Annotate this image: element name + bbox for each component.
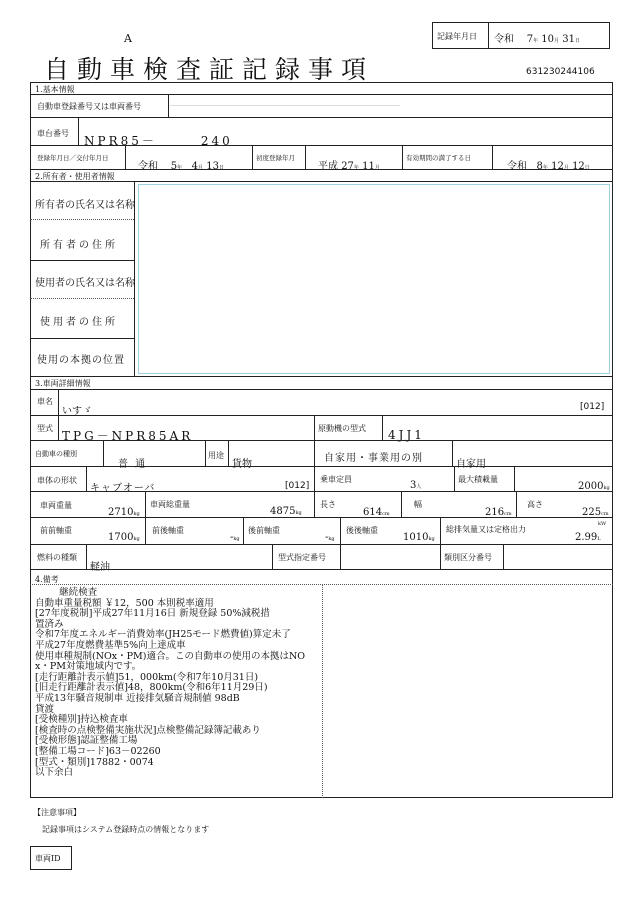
ff-axle-value: 1700kg xyxy=(108,532,140,543)
maker-value: いすゞ xyxy=(62,406,92,417)
business-value: 自家用 xyxy=(456,459,486,470)
model-value: TPG－NPR85AR xyxy=(62,429,194,443)
remarks-line: [受検種別]持込検査車 xyxy=(35,714,128,726)
section-vehicle-title: 3.車両詳細情報 xyxy=(35,379,91,388)
rr-axle-label: 後後軸重 xyxy=(346,526,378,535)
remarks-line: x・PM対策地域内です。 xyxy=(35,661,142,673)
remarks-line: 自動車重量税額 ￥12，500 本則税率適用 xyxy=(35,597,214,609)
kw-unit: kW xyxy=(598,521,607,527)
displacement-value: 2.99L xyxy=(575,532,601,543)
owner-name-label: 所有者の氏名又は名称 xyxy=(35,200,135,211)
remarks-line: [受検形態]認証整備工場 xyxy=(35,735,138,747)
expiry-label: 有効期間の満了する日 xyxy=(406,154,471,162)
gross-weight-label: 車両総重量 xyxy=(150,500,190,509)
remarks-line: 令和7年度エネルギー消費効率(JH25モード燃費値)算定未了 xyxy=(35,629,291,641)
issue-date-label: 登録年月日／交付年月日 xyxy=(37,154,109,162)
displacement-label: 総排気量又は定格出力 xyxy=(446,525,526,534)
notes-text: 記録事項はシステム登録時点の情報となります xyxy=(42,825,210,834)
chassis-number: NPR85－ 240 xyxy=(84,134,233,148)
remarks-line: 平成27年度燃費基準5%向上達成車 xyxy=(35,639,186,651)
category-label: 自動車の種別 xyxy=(35,450,77,458)
class-label: 類別区分番号 xyxy=(444,553,492,562)
remarks-line: 置済み xyxy=(35,618,64,630)
width-value: 216cm xyxy=(485,507,512,518)
ff-axle-label: 前前軸重 xyxy=(40,526,72,535)
body-code: [012] xyxy=(285,481,310,491)
rr-axle-value: 1010kg xyxy=(403,532,435,543)
user-name-label: 使用者の氏名又は名称 xyxy=(35,278,135,289)
remarks-line: 以下余白 xyxy=(35,767,74,779)
vehicle-id-label: 車両ID xyxy=(35,854,61,863)
weight-label: 車両重量 xyxy=(40,501,72,510)
height-value: 225cm xyxy=(582,507,609,518)
fr-axle-label: 前後軸重 xyxy=(152,526,184,535)
weight-value: 2710kg xyxy=(108,507,140,518)
business-label: 自家用・事業用の別 xyxy=(324,453,423,464)
section-remarks-title: 4.備考 xyxy=(35,575,59,584)
rf-axle-value: -kg xyxy=(325,532,335,543)
record-date-label: 記録年月日 xyxy=(437,32,477,41)
remarks-line: [型式・類別]17882・0074 xyxy=(35,756,154,768)
length-value: 614cm xyxy=(363,507,390,518)
type-designation-label: 型式指定番号 xyxy=(278,553,326,562)
expiry-value: 令和 8年 12月 12日 xyxy=(507,161,590,172)
remarks-line: 平成13年騒音規制車 近接排気騒音規制値 98dB xyxy=(35,692,240,704)
width-label: 幅 xyxy=(414,500,422,509)
section-basic-title: 1.基本情報 xyxy=(35,85,75,94)
category-value: 普 通 xyxy=(118,459,148,470)
gross-weight-value: 4875kg xyxy=(270,506,302,517)
section-owner-title: 2.所有者・使用者情報 xyxy=(35,172,115,181)
remarks-line: 使用車種規制(NOx・PM)適合。この自動車の使用の本拠はNO xyxy=(35,650,306,662)
issue-date-value: 令和 5年 4月 13日 xyxy=(138,161,224,172)
use-value: 貨物 xyxy=(232,459,252,470)
fuel-label: 燃料の種類 xyxy=(37,553,77,562)
owner-address-label: 所有者の住所 xyxy=(40,240,118,251)
rf-axle-label: 後前軸重 xyxy=(248,526,280,535)
remarks-line: 貸渡 xyxy=(35,703,55,715)
maker-label: 車名 xyxy=(37,397,53,406)
body-label: 車体の形状 xyxy=(37,476,77,485)
fr-axle-value: -kg xyxy=(230,532,240,543)
max-load-label: 最大積載量 xyxy=(458,475,498,484)
fuel-value: 軽油 xyxy=(90,562,110,573)
base-location-label: 使用の本拠の位置 xyxy=(37,355,125,366)
remarks-line: [走行距離計表示値]51，000km(令和7年10月31日) xyxy=(35,671,259,683)
owner-info-redacted xyxy=(138,184,610,374)
remarks-line: [整備工場コード]63－02260 xyxy=(35,745,161,757)
capacity-value: 3人 xyxy=(410,480,422,491)
first-reg-value: 平成 27年 11月 xyxy=(318,161,380,172)
height-label: 高さ xyxy=(527,500,543,509)
use-label: 用途 xyxy=(208,451,224,460)
user-address-label: 使用者の住所 xyxy=(40,317,118,328)
maker-code: [012] xyxy=(580,402,605,412)
body-value: キャブオーバ xyxy=(90,483,156,494)
model-label: 型式 xyxy=(37,424,53,433)
capacity-label: 乗車定員 xyxy=(320,475,352,484)
remarks-line: [旧走行距離計表示値]48，800km(令和6年11月29日) xyxy=(35,682,268,694)
remarks-line: [検査時の点検整備実施状況]点検整備記録簿記載あり xyxy=(35,724,261,736)
max-load-value: 2000kg xyxy=(578,481,610,492)
first-reg-label: 初度登録年月 xyxy=(256,154,295,162)
chassis-label: 車台番号 xyxy=(37,129,69,138)
record-date-value: 令和 7年 10月 31日 xyxy=(494,34,580,45)
corner-mark: A xyxy=(124,32,132,45)
document-number: 631230244106 xyxy=(526,67,595,77)
engine-model-value: 4JJ1 xyxy=(388,428,425,442)
remarks-text xyxy=(35,588,320,779)
notes-title: 【注意事項】 xyxy=(33,808,81,817)
remarks-line: [27年度税制]平成27年11月16日 新規登録 50%減税措 xyxy=(35,608,270,620)
engine-model-label: 原動機の型式 xyxy=(318,424,366,433)
reg-number-label: 自動車登録番号又は車両番号 xyxy=(37,102,141,111)
remarks-line: 継続検査 xyxy=(35,587,98,598)
length-label: 長さ xyxy=(320,500,336,509)
page-title: 自動車検査証記録事項 xyxy=(44,55,375,84)
